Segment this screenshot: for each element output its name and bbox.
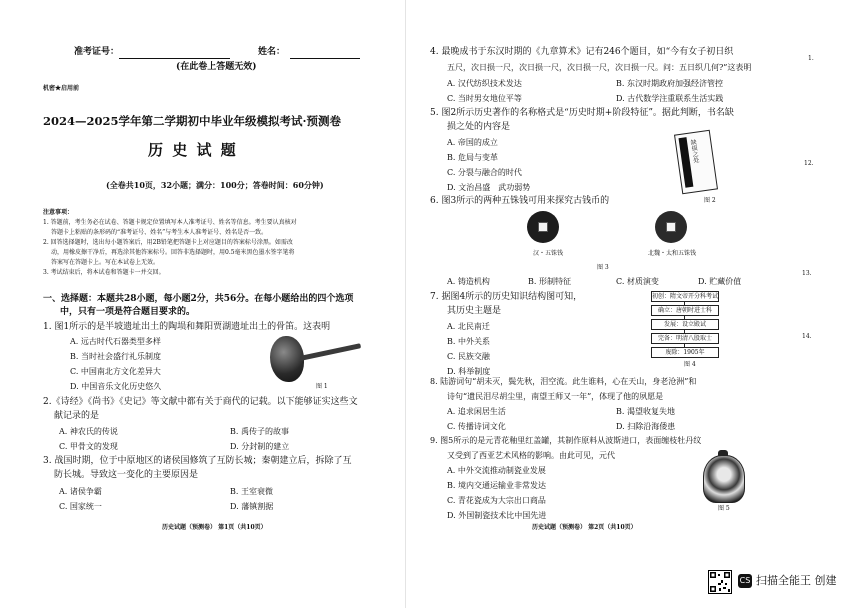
edge-fragment: 13.: [802, 270, 812, 277]
exam-title: 2024—2025学年第二学期初中毕业年级模拟考试·预测卷: [43, 114, 342, 128]
q5-option-b: B. 危局与变革: [447, 153, 498, 162]
q1-stem: 1. 图1所示的是半坡遗址出土的陶埙和舞阳贾湖遗址出土的骨笛。这表明: [43, 322, 331, 332]
q6-option-b: B. 形制特征: [528, 277, 571, 286]
figure3-label: 图 3: [597, 264, 609, 271]
figure1-label: 图 1: [316, 383, 328, 390]
structure-chart-box: 确立：唐朝时进士科: [651, 305, 719, 316]
q2-option-b: B. 禹传子的故事: [230, 427, 289, 436]
q9-option-b: B. 境内交通运输业非常发达: [447, 481, 546, 490]
q4-stem: 4. 最晚成书于东汉时期的《九章算术》记有246个题目，如“今有女子初日织: [430, 47, 734, 57]
qr-code-icon: [708, 570, 732, 594]
q9-option-c: C. 青花瓷成为大宗出口商品: [447, 496, 546, 505]
q8-option-a: A. 追求闲居生活: [447, 407, 506, 416]
q9-option-a: A. 中外交流推动制瓷业发展: [447, 466, 546, 475]
exam-id-label: 准考证号：: [74, 47, 120, 57]
book-cover-image: [674, 130, 718, 194]
note-line: 3. 考试结束后，将本试卷和答题卡一并交回。: [43, 269, 165, 276]
coin1-caption: 汉・五铢钱: [533, 250, 564, 257]
book-title-gap: 缺损之处: [688, 138, 700, 164]
q4-option-b: B. 东汉时期政府加强经济管控: [616, 79, 723, 88]
q5-option-d: D. 文治昌盛 武功弱势: [447, 183, 531, 192]
q3-stem-cont: 防长城。导致这一变化的主要原因是: [54, 470, 199, 480]
q3-option-b: B. 王室衰微: [230, 487, 273, 496]
q3-option-a: A. 诸侯争霸: [59, 487, 102, 496]
q1-option-a: A. 远古时代石器类型多样: [70, 337, 161, 346]
camscanner-logo-icon: CS: [738, 574, 752, 588]
q8-stem: 8. 陆游词句“胡未灭，鬓先秋，泪空流。此生谁料，心在天山，身老沧洲”和: [430, 377, 697, 386]
q7-option-b: B. 中外关系: [447, 337, 490, 346]
q9-stem: 9. 图5所示的是元青花釉里红盖罐，其制作原料从波斯进口，表面缠枝牡丹纹: [430, 436, 702, 445]
beiwei-wuzhu-coin-image: [655, 211, 687, 243]
figure2-label: 图 2: [704, 197, 716, 204]
q4-option-c: C. 当时男女地位平等: [447, 94, 522, 103]
q7-option-c: C. 民族交融: [447, 352, 490, 361]
q4-option-a: A. 汉代纺织技术发达: [447, 79, 522, 88]
scanner-watermark: 扫描全能王 创建: [756, 574, 837, 587]
q5-option-a: A. 帝国的成立: [447, 138, 498, 147]
q6-option-a: A. 铸造机构: [447, 277, 490, 286]
q7-stem-cont: 其历史主题是: [447, 306, 502, 316]
secret-label: 机密★启用前: [43, 85, 80, 92]
name-underline: [290, 58, 360, 59]
name-label: 姓名：: [258, 47, 286, 57]
q6-stem: 6. 图3所示的两种五铢钱可用来探究古钱币的: [430, 196, 610, 206]
structure-chart-box: 发展：设立殿试: [651, 319, 719, 330]
no-answer-note: (在此卷上答题无效): [176, 62, 257, 72]
q1-option-b: B. 当时社会盛行礼乐制度: [70, 352, 161, 361]
coin2-caption: 北魏・太和五铢钱: [648, 250, 697, 257]
notes-heading: 注意事项：: [43, 209, 74, 216]
section1-heading: 一、选择题：本题共28小题，每小题2分，共56分。在每小题给出的四个选项: [43, 294, 354, 304]
edge-fragment: 1.: [808, 55, 814, 62]
structure-chart-box: 废除：1905年: [651, 347, 719, 358]
q2-stem-cont: 献记录的是: [54, 411, 100, 421]
q2-option-c: C. 甲骨文的发现: [59, 442, 118, 451]
q9-option-d: D. 外国制瓷技术比中国先进: [447, 511, 547, 520]
q7-stem: 7. 据图4所示的历史知识结构图可知，: [430, 292, 583, 302]
han-wuzhu-coin-image: [527, 211, 559, 243]
figure4-label: 图 4: [684, 361, 696, 368]
q3-option-c: C. 国家统一: [59, 502, 102, 511]
q4-stem-cont: 五尺，次日损一尺，次日损一尺，次日损一尺，次日损一尺。问：五日织几何?”这表明: [447, 63, 752, 72]
bone-flute-image: [299, 343, 361, 361]
q8-option-d: D. 扫除沿海倭患: [616, 422, 676, 431]
page-divider: [405, 0, 406, 608]
note-line: 动，用橡皮擦干净后，再选涂其他答案标号。回答非选择题时，用0.5毫米黑色墨水签字笔将: [51, 249, 295, 256]
q2-stem: 2.《诗经》《尚书》《史记》等文献中都有关于商代的记载。以下能够证实这些文: [43, 397, 358, 407]
q5-stem-cont: 损之处的内容是: [447, 122, 511, 132]
note-line: 答案写在答题卡上。写在本试卷上无效。: [51, 259, 160, 266]
q8-option-c: C. 传播诗词文化: [447, 422, 506, 431]
q3-option-d: D. 藩镇割据: [230, 502, 274, 511]
q7-option-d: D. 科举制度: [447, 367, 491, 376]
q4-option-d: D. 古代数学注重联系生活实践: [616, 94, 724, 103]
q2-option-d: D. 分封制的建立: [230, 442, 290, 451]
section1-heading-cont: 中，只有一项是符合题目要求的。: [60, 307, 196, 317]
note-line: 2. 回答选择题时，选出每小题答案后，用2B铅笔把答题卡上对应题目的答案标号涂黑。如需改: [43, 239, 293, 246]
note-line: 答题卡上粘贴的条形码的“准考证号、姓名”与考生本人准考证号、姓名是否一致。: [51, 229, 268, 236]
exam-info: (全卷共10页，32小题；满分：100分；答卷时间：60分钟): [106, 180, 324, 190]
q8-stem-cont: 诗句“遗民泪尽胡尘里，南望王师又一年”，体现了他的夙愿是: [447, 392, 664, 401]
q2-option-a: A. 神农氏的传说: [59, 427, 118, 436]
q5-option-c: C. 分裂与融合的时代: [447, 168, 522, 177]
q3-stem: 3. 战国时期，位于中原地区的诸侯国修筑了互防长城；秦朝建立后，拆除了互: [43, 456, 352, 466]
q5-stem: 5. 图2所示历史著作的名称格式是“历史时期+阶段特征”。据此判断，书名缺: [430, 108, 734, 118]
q6-option-c: C. 材质演变: [616, 277, 659, 286]
q8-option-b: B. 渴望收复失地: [616, 407, 675, 416]
exam-id-underline: [119, 58, 230, 59]
structure-chart-box: 初创：隋文帝开分科考试: [652, 293, 719, 300]
pottery-xun-image: [270, 336, 304, 382]
q1-option-d: D. 中国音乐文化历史悠久: [70, 382, 162, 391]
edge-fragment: 14.: [802, 333, 812, 340]
subject-title: 历 史 试 题: [148, 141, 238, 159]
q1-option-c: C. 中国南北方文化差异大: [70, 367, 161, 376]
figure5-label: 图 5: [718, 505, 730, 512]
edge-fragment: 12.: [804, 160, 814, 167]
q7-option-a: A. 北民南迁: [447, 322, 490, 331]
q6-option-d: D. 贮藏价值: [698, 277, 742, 286]
yuan-blue-white-jar-image: [703, 455, 745, 503]
footer-right: 历史试题（预测卷） 第2页（共10页）: [532, 524, 637, 531]
structure-chart-box: 完备：明清八股取士: [651, 333, 719, 344]
footer-left: 历史试题（预测卷） 第1页（共10页）: [162, 524, 267, 531]
q9-stem-cont: 又受到了西亚艺术风格的影响。由此可见，元代: [447, 451, 615, 460]
note-line: 1. 答题前，考生务必在试卷、答题卡规定位置填写本人准考证号、姓名等信息。考生要认真核对: [43, 219, 297, 226]
